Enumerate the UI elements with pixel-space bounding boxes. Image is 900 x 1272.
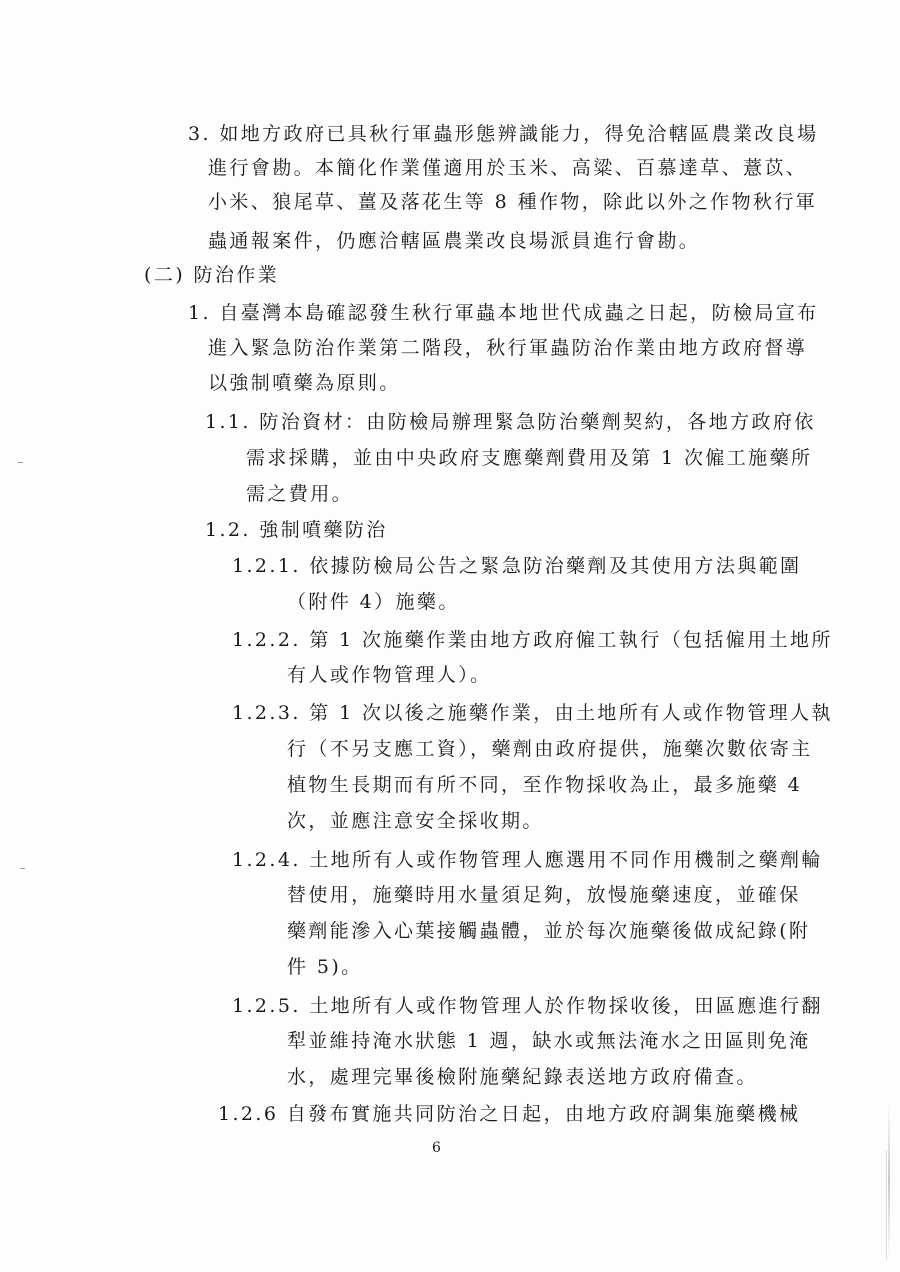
item-1-2-heading: 1.2. 強制噴藥防治 <box>205 519 388 541</box>
item-1-2-6-line-1: 1.2.6 自發布實施共同防治之日起，由地方政府調集施藥機械 <box>218 1103 801 1125</box>
item-1-1-line-1: 1.1. 防治資材：由防檢局辦理緊急防治藥劑契約，各地方政府依 <box>205 411 816 433</box>
item-1-2-4-line-2: 替使用，施藥時用水量須足夠，放慢施藥速度，並確保 <box>287 884 801 906</box>
item-1-2-1-line-1: 1.2.1. 依據防檢局公告之緊急防治藥劑及其使用方法與範圍 <box>232 555 802 577</box>
item-1-2-3-line-3: 植物生長期而有所不同，至作物採收為止，最多施藥 4 <box>287 774 803 796</box>
item-1-line-1: 1. 自臺灣本島確認發生秋行軍蟲本地世代成蟲之日起，防檢局宣布 <box>188 302 819 324</box>
section-heading: (二) 防治作業 <box>144 264 280 286</box>
item-1-2-5-line-2: 犁並維持淹水狀態 1 週，缺水或無法淹水之田區則免淹 <box>287 1030 811 1052</box>
item-3-line-1: 3. 如地方政府已具秋行軍蟲形態辨識能力，得免洽轄區農業改良場 <box>188 123 819 145</box>
item-3-line-2: 進行會勘。本簡化作業僅適用於玉米、高粱、百慕達草、薏苡、 <box>208 157 808 179</box>
item-1-2-2-line-1: 1.2.2. 第 1 次施藥作業由地方政府僱工執行（包括僱用土地所 <box>232 629 833 651</box>
item-1-2-3-line-2: 行（不另支應工資），藥劑由政府提供，施藥次數依寄主 <box>287 738 813 760</box>
page-number: 6 <box>432 1140 441 1156</box>
scan-edge-shadow <box>886 1150 887 1260</box>
item-3-line-4: 蟲通報案件，仍應洽轄區農業改良場派員進行會勘。 <box>208 230 701 252</box>
item-1-2-4-line-4: 件 5)。 <box>287 956 363 978</box>
scan-speck <box>18 462 23 463</box>
item-3-line-3: 小米、狼尾草、薑及落花生等 8 種作物，除此以外之作物秋行軍 <box>208 191 818 213</box>
item-1-line-3: 以強制噴藥為原則。 <box>208 372 401 394</box>
item-1-2-3-line-1: 1.2.3. 第 1 次以後之施藥作業，由土地所有人或作物管理人執 <box>232 702 833 724</box>
item-1-2-5-line-1: 1.2.5. 土地所有人或作物管理人於作物採收後，田區應進行翻 <box>232 995 823 1017</box>
item-1-1-line-2: 需求採購，並由中央政府支應藥劑費用及第 1 次僱工施藥所 <box>246 447 813 469</box>
item-1-2-4-line-3: 藥劑能滲入心葉接觸蟲體，並於每次施藥後做成紀錄(附 <box>287 920 811 942</box>
item-1-1-line-3: 需之費用。 <box>246 483 354 505</box>
scan-edge-shadow <box>888 1100 890 1260</box>
item-1-2-4-line-1: 1.2.4. 土地所有人或作物管理人應選用不同作用機制之藥劑輪 <box>232 849 823 871</box>
item-1-2-2-line-2: 有人或作物管理人）。 <box>287 664 492 686</box>
scan-speck <box>20 868 25 869</box>
item-1-2-5-line-3: 水，處理完畢後檢附施藥紀錄表送地方政府備查。 <box>287 1066 758 1088</box>
item-1-line-2: 進入緊急防治作業第二階段，秋行軍蟲防治作業由地方政府督導 <box>208 337 808 359</box>
item-1-2-1-line-2: （附件 4）施藥。 <box>287 591 460 613</box>
item-1-2-3-line-4: 次，並應注意安全採收期。 <box>287 810 544 832</box>
